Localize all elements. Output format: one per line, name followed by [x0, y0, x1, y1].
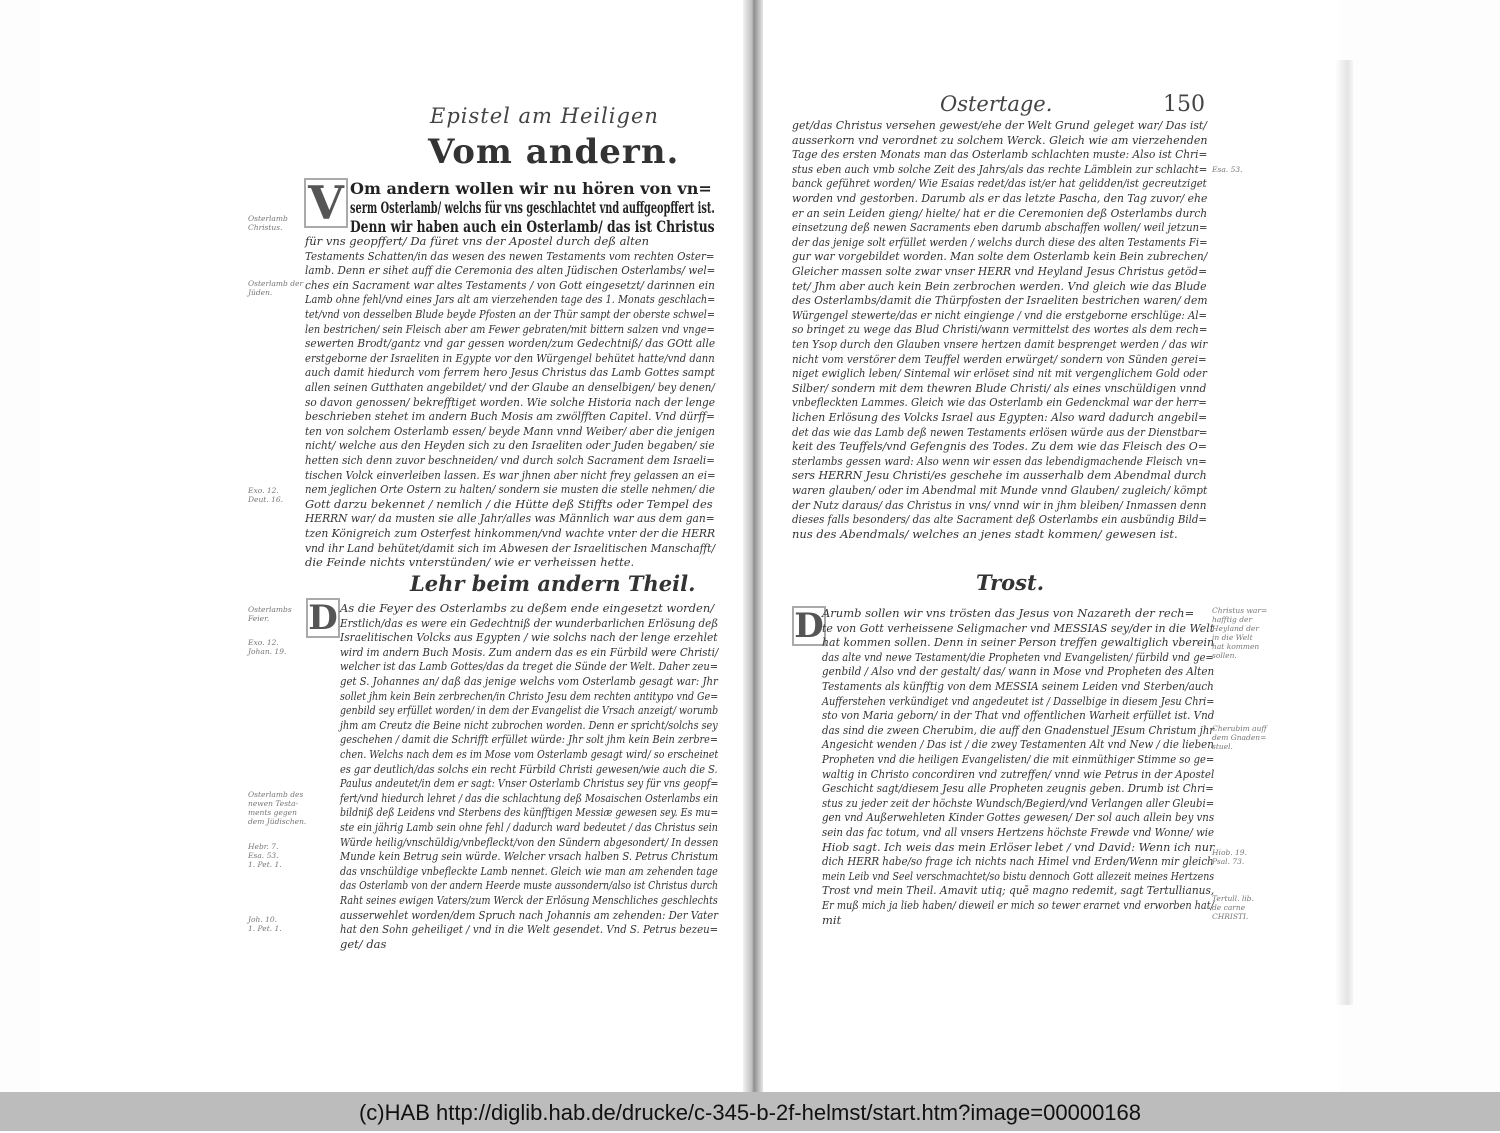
text-line: Testaments Schatten/in das wesen des newen Testaments vom rechten Oster=: [305, 248, 715, 263]
text-line: jhm am Creutz die Beine nicht zubrochen worden. Denn er spricht/solchs sey: [340, 717, 718, 732]
text-line: Arumb sollen wir vns trösten das Jesus von Nazareth der rech=: [822, 606, 1195, 620]
text-line: vnd ihr Land behütet/damit sich im Abwesen der Israelitischen Manschafft/: [305, 540, 716, 555]
text-line: Würgengel stewerte/das er nicht eingienge / vnd die erstgeborne erschlüge: Al=: [792, 307, 1208, 322]
text-line: Testaments als künfftig von dem MESSIA seinem Leiden vnd Sterben/auch: [822, 679, 1214, 693]
text-line: niget ewiglich leben/ Sintemal wir erlöset sind nit mit vergenglichem Gold oder: [792, 366, 1207, 381]
right-heading-trost: Trost.: [976, 570, 1045, 595]
text-line: Silber/ sondern mit dem thewren Blude Christi/ als eines vnschüldigen vnnd: [792, 380, 1207, 395]
left-dropcap: V: [304, 178, 348, 228]
text-line: Tage des ersten Monats man das Osterlamb schlachten muste: Also ist Chri=: [792, 147, 1208, 162]
text-line: get S. Johannes an/ daß das jenige welchs vom Osterlamb gesagt war: Jhr: [340, 674, 718, 688]
text-line: nicht vom verstörer dem Teuffel werden erwürget/ sondern von Sünden gerei=: [792, 351, 1207, 366]
text-line: Propheten vnd die heiligen Evangelisten/ die mit einmüthiger Stimme so ge=: [822, 752, 1215, 766]
text-line: Gleicher massen solte zwar vnser HERR vnd Heyland Jesus Christus getöd=: [792, 264, 1208, 278]
margin-note: Osterlambs Feier.: [248, 605, 292, 623]
left-heading-lehr: Lehr beim andern Theil.: [410, 571, 696, 596]
margin-note: Osterlamb des newen Testa- ments gegen dem Jüdischen.: [248, 790, 307, 826]
text-line: genbild sey erfüllet worden/ in dem der Evangelist die Vrsach anzeigt/ worumb: [340, 703, 719, 718]
text-line: chen. Welchs nach dem es im Mose vom Osterlamb gesagt wird/ so erscheinet: [340, 747, 719, 761]
text-line: wird im andern Buch Mosis. Zum andern das es ein Fürbild were Christi/: [340, 644, 719, 659]
text-line: ste ein jährig Lamb sein ohne fehl / dadurch ward bedeutet / das Christus sein: [340, 820, 718, 834]
text-line: der das jenige solt erfüllet werden / welchs durch diese des alten Testaments Fi=: [792, 234, 1208, 249]
text-line: welcher ist das Lamb Gottes/das da treget die Sünde der Welt. Daher zeu=: [340, 659, 719, 674]
text-line: sollet jhm kein Bein zerbrechen/in Christo Jesu dem rechten antitypo vnd Ge=: [340, 688, 719, 703]
text-line: Hiob sagt. Ich weis das mein Erlöser lebet / vnd David: Wenn ich nur: [822, 839, 1215, 854]
text-line: Denn wir haben auch ein Osterlamb/ das ist Christus: [350, 217, 715, 236]
text-line: Gott darzu bekennet / nemlich / die Hütte deß Stiffts oder Tempel des: [305, 496, 713, 511]
text-line: nus des Abendmals/ welches an jenes stadt kommen/ gewesen ist.: [792, 526, 1178, 541]
text-line: stus eben auch vmb solche Zeit des Jahrs/als das rechte Lämblein zur schlacht=: [792, 161, 1208, 176]
text-line: dieses falls besonders/ das alte Sacrament deß Osterlambs ein ausbündig Bild=: [792, 512, 1207, 527]
left-dropcap-2: D: [306, 598, 340, 638]
text-line: gen vnd Außerwehleten Kinder Gottes gewesen/ Der sol auch allein bey vns: [822, 810, 1215, 825]
text-line: stus zu jeder zeit der höchste Wundsch/Begierd/vnd Verlangen aller Gleubi=: [822, 795, 1215, 810]
text-line: Paulus andeutet/in dem er sagt: Vnser Osterlamb Christus sey für vns geopf=: [340, 776, 719, 791]
text-line: ausserkorn vnd verordnet zu solchem Werck. Gleich wie am vierzehenden: [792, 132, 1208, 147]
text-line: vnbefleckten Lammes. Gleich wie das Osterlamb ein Gedenckmal war der herr=: [792, 395, 1207, 410]
margin-note: Cherubim auff dem Gnaden= stuel.: [1212, 724, 1267, 751]
text-line: waltig in Christo concordiren vnd zutreffen/ vnnd wie Petrus in der Apostel: [822, 766, 1215, 781]
text-line: Angesicht wenden / Das ist / die zwey Testamenten Alt vnd New / die lieben: [822, 737, 1214, 752]
margin-note: Osterlamb Christus.: [248, 214, 288, 232]
margin-note: Joh. 10. 1. Pet. 1.: [248, 915, 282, 933]
text-line: HERRN war/ da musten sie alle Jahr/alles was Männlich war aus dem gan=: [305, 511, 715, 526]
text-line: das sind die zween Cherubim, die auff den Gnadenstuel JEsum Christum jhr: [822, 722, 1215, 737]
running-head: Ostertage.: [940, 92, 1053, 116]
text-line: Om andern wollen wir nu hören von vn=: [350, 179, 712, 198]
left-title-line2: Vom andern.: [428, 132, 680, 172]
text-line: Erstlich/das es were ein Gedechtniß der wunderbarlichen Erlösung deß: [340, 615, 719, 630]
text-line: hat kommen sollen. Denn in seiner Person treffen gewaltiglich vberein: [822, 635, 1215, 650]
text-line: ausserwehlet worden/dem Spruch nach Johannis am zehenden: Der Vater: [340, 907, 719, 922]
text-line: fert/vnd hiedurch lehret / das die schlachtung deß Mosaischen Osterlambs ein: [340, 790, 719, 805]
text-line: worden vnd gestorben. Darumb als er das letzte Pascha, den Tag zuvor/ ehe: [792, 191, 1208, 205]
text-line: ches ein Sacrament war altes Testaments / von Gott eingesetzt/ darinnen ein: [305, 277, 715, 292]
text-line: tet/vnd von desselben Blude beyde Pfosten an der Thür sampt der oberste schwel=: [305, 307, 716, 321]
text-line: beschrieben stehet im andern Buch Mosis am zwölfften Capitel. Vnd dürff=: [305, 409, 716, 424]
text-line: erstgeborne der Israeliten in Egypte vor den Würgengel behütet hatte/vnd dann: [305, 350, 715, 365]
margin-note: Esa. 53.: [1212, 165, 1243, 174]
text-line: einsetzung deß newen Sacraments eben darumb abschaffen wollen/ weil jetzun=: [792, 220, 1208, 235]
text-line: bildniß deß Leidens vnd Sterbens des künfftigen Messiæ gewesen sey. Es mu=: [340, 805, 719, 820]
text-line: Munde kein Betrug sein würde. Welcher vrsach halben S. Petrus Christum: [340, 849, 719, 864]
right-dropcap: D: [792, 606, 826, 646]
text-line: Er muß mich ja lieb haben/ dieweil er mich so tewer erarnet vnd erworben hat/: [822, 898, 1214, 912]
text-line: des Osterlambs/damit die Thürpfosten der Israeliten bestrichen waren/ dem: [792, 293, 1208, 308]
text-line: die Feinde nichts vnterstünden/ wie er verheissen hette.: [305, 555, 635, 570]
left-title-line1: Epistel am Heiligen: [430, 104, 659, 128]
text-line: te von Gott verheissene Seligmacher vnd MESSIAS sey/der in die Welt: [822, 620, 1215, 635]
text-line: so bringet zu wege das Blud Christi/wann vermittelst des wortes als dem rech=: [792, 322, 1208, 337]
text-line: get/das Christus versehen gewest/ehe der Welt Grund geleget war/ Das ist/: [792, 118, 1207, 132]
margin-note: Tertull. lib. de carne CHRISTI.: [1212, 894, 1254, 921]
text-line: sein das fac totum, vnd all vnsers Hertzens höchste Frewde vnd Wonne/ wie: [822, 825, 1214, 839]
text-line: hetten sich denn zuvor beschneiden/ vnd durch solch Sacrament dem Israeli=: [305, 453, 715, 467]
text-line: waren glauben/ oder im Abendmal mit Munde vnnd Glauben/ zugleich/ kömpt: [792, 483, 1208, 497]
text-line: das alte vnd newe Testament/die Propheten vnd Evangelisten/ fürbild vnd ge=: [822, 649, 1214, 664]
text-line: für vns geopffert/ Da füret vns der Apostel durch deß alten: [305, 234, 649, 248]
text-line: Trost vnd mein Theil. Amavit utiq; quē magno redemit, sagt Tertullianus,: [822, 883, 1215, 898]
text-line: ten Ysop durch den Glauben vnsere hertzen damit besprenget werden / das wir: [792, 337, 1208, 351]
text-line: dich HERR habe/so frage ich nichts nach Himel vnd Erden/Wenn mir gleich: [822, 854, 1214, 869]
book-gutter: [743, 0, 763, 1092]
text-line: nicht/ welche aus den Heyden sich zu den Israeliten oder Juden begaben/ sie: [305, 438, 715, 453]
text-line: es gar deutlich/das solchs ein recht Fürbild Christi gewesen/wie auch die S.: [340, 761, 718, 776]
text-line: Lamb ohne fehl/vnd eines Jars alt am vierzehenden tage des 1. Monats geschlach=: [305, 292, 716, 307]
text-line: auch damit hiedurch vom ferrem hero Jesus Christus das Lamb Gottes sampt: [305, 365, 715, 380]
margin-note: Christus war= hafftig der Heyland der in die Welt hat kommen sollen.: [1212, 606, 1268, 660]
text-line: Geschicht sagt/diesem Jesu alle Propheten zeugnis geben. Drumb ist Chri=: [822, 781, 1214, 796]
text-line: Würde heilig/vnschüldig/vnbefleckt/von den Sündern abgesondert/ In dessen: [340, 834, 719, 849]
text-line: Raht seines ewigen Vaters/zum Werck der Erlösung Menschliches geschlechts: [340, 893, 718, 907]
text-line: Aufferstehen verkündiget vnd angedeutet ist / Dasselbige in diesem Jesu Chri=: [822, 693, 1215, 708]
text-line: so davon genossen/ bekrefftiget worden. Wie solche Historia nach der lenge: [305, 394, 716, 409]
text-line: allen seinen Gutthaten angebildet/ vnd der Glaube an denselbigen/ bey denen/: [305, 380, 715, 394]
text-line: sers HERRN Jesu Christi/es geschehe im ausserhalb dem Abendmal durch: [792, 468, 1207, 483]
page-edge-shadow: [1335, 60, 1353, 1005]
text-line: lamb. Denn er sihet auff die Ceremonia des alten Jüdischen Osterlambs/ wel=: [305, 263, 716, 278]
text-line: det das wie das Lamb deß newen Testaments erlösen würde aus der Dienstbar=: [792, 424, 1208, 439]
text-line: get/ das: [340, 936, 387, 951]
text-line: Israelitischen Volcks aus Egypten / wie solchs nach der lenge erzehlet: [340, 630, 718, 645]
text-line: sto von Maria geborn/ in der That vnd offentlichen Warheit erfüllet ist. Vnd: [822, 708, 1215, 723]
text-line: As die Feyer des Osterlambs zu deßem ende eingesetzt worden/: [340, 601, 715, 615]
text-line: genbild / Also vnd der gestalt/ das/ wann in Mose vnd Propheten des Alten: [822, 664, 1215, 679]
text-line: das Osterlamb von der andern Heerde muste aussondern/also ist Christus durch: [340, 878, 718, 893]
text-line: keit des Teuffels/vnd Gefengnis des Todes. Zu dem wie das Fleisch des O=: [792, 439, 1207, 454]
text-line: der Nutz daraus/ das Christus in vns/ vnnd wir in jhm bleiben/ Inmassen denn: [792, 497, 1207, 512]
text-line: banck geführet worden/ Wie Esaias redet/das ist/er hat gelidden/ist gecreutziget: [792, 176, 1207, 191]
margin-note: Hiob. 19. Psal. 73.: [1212, 848, 1247, 866]
margin-note: Osterlamb der Jüden.: [248, 279, 304, 297]
page-number: 150: [1163, 92, 1205, 117]
text-line: sterlambs gessen ward: Also wenn wir essen das lebendigmachende Fleisch vn=: [792, 453, 1207, 468]
text-line: len bestrichen/ sein Fleisch aber am Fewer gebraten/mit bittern salzen vnd vnge=: [305, 321, 715, 336]
text-line: er an sein Leiden gieng/ hielte/ hat er die Ceremonien deß Osterlambs durch: [792, 205, 1208, 220]
text-line: sewerten Brodt/gantz vnd gar gessen worden/zum Gedechtniß/ das GOtt alle: [305, 336, 716, 351]
margin-note: Hebr. 7. Esa. 53. 1. Pet. 1.: [248, 842, 282, 869]
text-line: serm Osterlamb/ welchs für vns geschlachtet vnd auffgeopffert ist.: [350, 198, 715, 217]
footer-credit: (c)HAB http://diglib.hab.de/drucke/c-345-b-2f-helmst/start.htm?image=00000168: [0, 1092, 1500, 1131]
text-line: lichen Erlösung des Volcks Israel aus Egypten: Also ward dadurch angebil=: [792, 410, 1208, 424]
text-line: tzen Königreich zum Osterfest hinkommen/vnd wachte vnter der die HERR: [305, 526, 716, 540]
text-line: das vnschüldige vnbefleckte Lamb nennet. Gleich wie man am zehenden tage: [340, 863, 718, 878]
text-line: gur war vorgebildet worden. Man solte dem Osterlamb kein Bein zubrechen/: [792, 249, 1208, 264]
margin-note: Exo. 12. Deut. 16.: [248, 486, 283, 504]
text-line: hat den Sohn geheiliget / vnd in die Welt gesendet. Vnd S. Petrus bezeu=: [340, 922, 719, 937]
text-line: ten von solchem Osterlamb essen/ beyde Mann vnnd Weiber/ aber die jenigen: [305, 423, 715, 438]
text-line: geschehen / damit die Schrifft erfüllet würde: Jhr solt jhm kein Bein zerbre=: [340, 732, 719, 747]
text-line: mit: [822, 912, 842, 927]
text-line: tischen Volck einverleiben lassen. Es war jhnen aber nicht frey gelassen an ei=: [305, 467, 716, 482]
margin-note: Exo. 12. Johan. 19.: [248, 638, 287, 656]
text-line: tet/ Jhm aber auch kein Bein zerbrochen werden. Vnd gleich wie das Blude: [792, 278, 1207, 293]
text-line: mein Leib vnd Seel verschmachtet/so bistu dennoch Gott allezeit meines Hertzens: [822, 868, 1215, 883]
text-line: nem jeglichen Orte Ostern zu halten/ sondern sie musten die stelle nehmen/ die: [305, 482, 715, 497]
